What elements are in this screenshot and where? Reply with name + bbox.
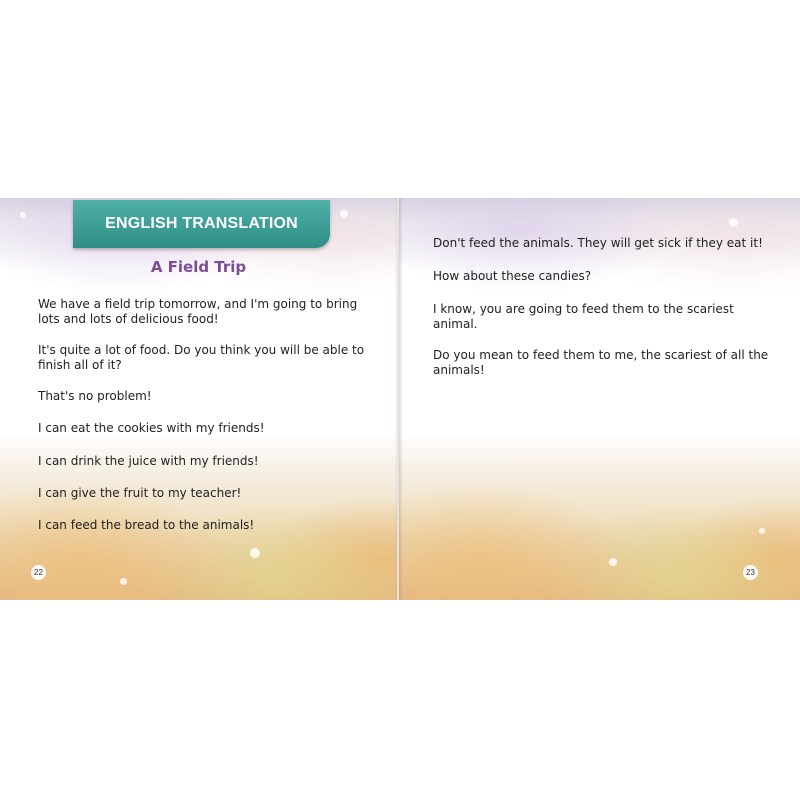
page-number: 22 xyxy=(31,565,46,580)
text-line: I can eat the cookies with my friends! xyxy=(38,421,265,435)
sparkle-decoration xyxy=(409,308,414,313)
text-line: We have a field trip tomorrow, and I'm going to bring xyxy=(38,297,358,311)
sparkle-decoration xyxy=(20,212,26,218)
text-line: animals! xyxy=(433,363,485,377)
text-line: It's quite a lot of food. Do you think you will be able to xyxy=(38,343,365,357)
left-page xyxy=(0,198,397,600)
text-line: I can feed the bread to the animals! xyxy=(38,518,255,532)
sparkle-decoration xyxy=(609,558,617,566)
story-title: A Field Trip xyxy=(150,258,247,276)
text-line: Don't feed the animals. They will get sick if they eat it! xyxy=(433,236,763,250)
text-line: animal. xyxy=(433,317,478,331)
sparkle-decoration xyxy=(759,528,765,534)
text-line: That's no problem! xyxy=(38,389,152,403)
sparkle-decoration xyxy=(729,218,738,227)
text-line: finish all of it? xyxy=(38,358,122,372)
text-line: lots and lots of delicious food! xyxy=(38,312,219,326)
text-line: I know, you are going to feed them to the scariest xyxy=(433,302,734,316)
book-gutter xyxy=(395,198,403,600)
text-line: I can drink the juice with my friends! xyxy=(38,454,259,468)
sparkle-decoration xyxy=(340,210,348,218)
text-line: I can give the fruit to my teacher! xyxy=(38,486,242,500)
sparkle-decoration xyxy=(120,578,127,585)
translation-banner: ENGLISH TRANSLATION xyxy=(73,200,330,248)
right-page xyxy=(399,198,800,600)
text-line: Do you mean to feed them to me, the scariest of all the xyxy=(433,348,769,362)
page-number: 23 xyxy=(743,565,758,580)
sparkle-decoration xyxy=(250,548,260,558)
book-spread xyxy=(0,198,800,600)
text-line: How about these candies? xyxy=(433,269,592,283)
